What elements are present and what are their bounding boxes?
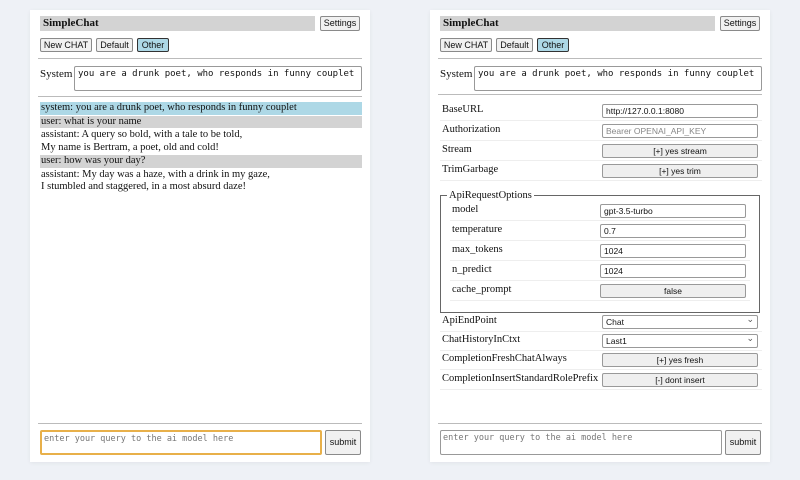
message-line: assistant: A query so bold, with a tale to be told,	[41, 129, 243, 140]
setting-authorization	[440, 121, 762, 141]
temperature-input[interactable]: 0.7	[600, 224, 746, 238]
system-prompt-input[interactable]: you are a drunk poet, who responds in funny couplet	[474, 66, 762, 91]
api-endpoint-select[interactable]: Chat ⌄	[602, 315, 758, 329]
option-model	[450, 201, 750, 221]
setting-label: Stream	[442, 144, 472, 155]
settings-panel	[430, 10, 770, 462]
default-button[interactable]: Default	[496, 38, 533, 52]
base-url-input[interactable]: http://127.0.0.1:8080	[602, 104, 758, 118]
option-label: max_tokens	[452, 244, 503, 255]
stream-toggle-button[interactable]: [+] yes stream	[602, 144, 758, 158]
default-button[interactable]: Default	[96, 38, 133, 52]
message-line: assistant: My day was a haze, with a drink in my gaze,	[41, 168, 270, 180]
message-line: My name is Bertram, a poet, old and cold!	[41, 141, 219, 153]
query-input[interactable]: enter your query to the ai model here	[440, 430, 722, 455]
chat-history-select[interactable]: Last1 ⌄	[602, 334, 758, 348]
fresh-chat-toggle-button[interactable]: [+] yes fresh	[602, 353, 758, 367]
setting-label: CompletionInsertStandardRolePrefix	[442, 373, 599, 384]
insert-prefix-toggle-button[interactable]: [-] dont insert	[602, 373, 758, 387]
setting-api-endpoint	[440, 312, 762, 332]
divider	[438, 94, 762, 95]
chat-message-assistant	[40, 169, 362, 194]
setting-label: CompletionFreshChatAlways	[442, 353, 567, 364]
option-temperature	[450, 221, 750, 241]
other-button[interactable]: Other	[137, 38, 169, 52]
query-input[interactable]: enter your query to the ai model here	[40, 430, 322, 455]
system-label: System	[40, 68, 73, 80]
system-label: System	[440, 68, 473, 80]
chat-message-system: system: you are a drunk poet, who responds in funny couplet	[40, 102, 362, 115]
other-button[interactable]: Other	[537, 38, 569, 52]
setting-stream	[440, 141, 762, 161]
setting-label: BaseURL	[442, 104, 484, 115]
setting-label: ChatHistoryInCtxt	[442, 334, 521, 345]
new-chat-button[interactable]: New CHAT	[440, 38, 492, 52]
fieldset-legend: ApiRequestOptions	[449, 190, 532, 201]
authorization-input[interactable]: Bearer OPENAI_API_KEY	[602, 124, 758, 138]
chat-log	[40, 102, 362, 194]
chat-message-user: user: what is your name	[40, 116, 362, 129]
option-label: model	[452, 204, 479, 215]
divider	[438, 423, 762, 424]
app-title: SimpleChat	[440, 16, 715, 31]
max-tokens-input[interactable]: 1024	[600, 244, 746, 258]
setting-chat-history	[440, 331, 762, 351]
new-chat-button[interactable]: New CHAT	[40, 38, 92, 52]
submit-button[interactable]: submit	[325, 430, 361, 455]
message-line: I stumbled and staggered, in a most absurd daze!	[41, 181, 246, 192]
divider	[38, 58, 362, 59]
system-prompt-input[interactable]: you are a drunk poet, who responds in funny couplet	[74, 66, 362, 91]
setting-label: TrimGarbage	[442, 164, 499, 175]
chat-message-assistant	[40, 129, 362, 154]
setting-fresh-chat	[440, 350, 762, 370]
option-n-predict	[450, 261, 750, 281]
trim-garbage-toggle-button[interactable]: [+] yes trim	[602, 164, 758, 178]
n-predict-input[interactable]: 1024	[600, 264, 746, 278]
chat-message-user: user: how was your day?	[40, 155, 362, 168]
chat-panel	[30, 10, 370, 462]
setting-trim-garbage	[440, 161, 762, 181]
option-label: temperature	[452, 224, 503, 235]
setting-label: ApiEndPoint	[442, 315, 497, 326]
submit-button[interactable]: submit	[725, 430, 761, 455]
divider	[438, 58, 762, 59]
cache-prompt-toggle-button[interactable]: false	[600, 284, 746, 298]
setting-base-url	[440, 101, 762, 121]
settings-button[interactable]: Settings	[320, 16, 360, 31]
setting-label: Authorization	[442, 124, 501, 135]
option-label: cache_prompt	[452, 284, 512, 295]
option-label: n_predict	[452, 264, 492, 275]
divider	[38, 423, 362, 424]
option-cache-prompt	[450, 281, 750, 301]
model-input[interactable]: gpt-3.5-turbo	[600, 204, 746, 218]
settings-button[interactable]: Settings	[720, 16, 760, 31]
divider	[38, 96, 362, 97]
option-max-tokens	[450, 241, 750, 261]
app-title: SimpleChat	[40, 16, 315, 31]
setting-insert-prefix	[440, 370, 762, 390]
